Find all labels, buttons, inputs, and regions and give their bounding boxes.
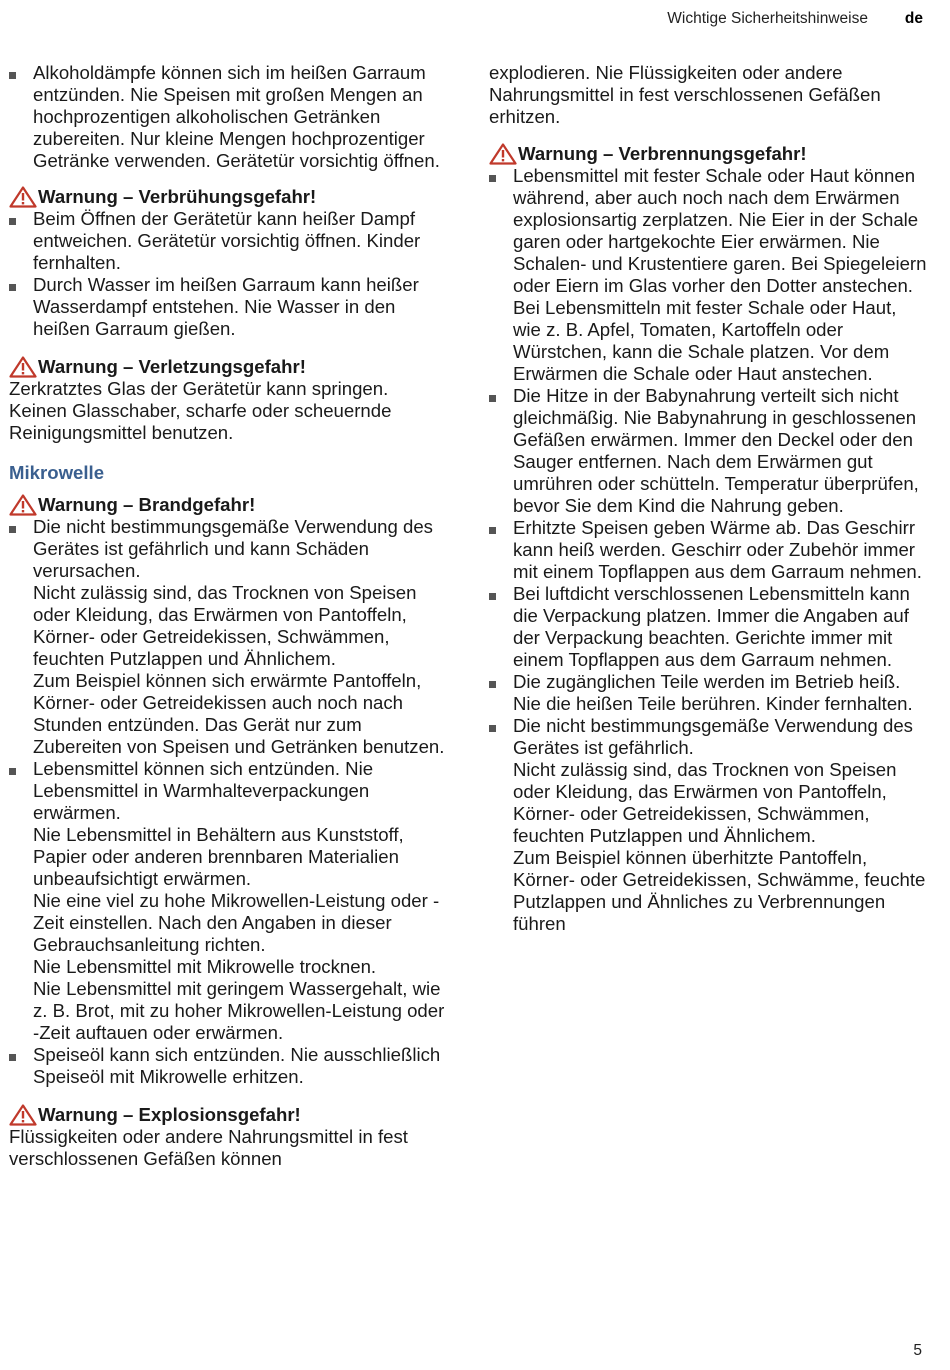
injury-text xyxy=(9,378,449,444)
bullet-text: Zum Beispiel können sich erwärmte Pantoffeln, Körner- oder Getreidekissen auch noch nach Stunden entzünden. Das Gerät nur zum Zubereiten von Speisen und Getränken benutzen. xyxy=(33,670,445,757)
paragraph: Zerkratztes Glas der Gerätetür kann springen. Keinen Glasschaber, scharfe oder scheuernde Reinigungsmittel benutzen. xyxy=(9,378,392,443)
warning-injury xyxy=(9,356,449,378)
warning-title: Warnung – Brandgefahr! xyxy=(38,494,256,515)
header-title: Wichtige Sicherheitshinweise xyxy=(667,10,868,27)
bullet-text: Nie Lebensmittel mit geringem Wassergehalt, wie z. B. Brot, mit zu hoher Mikrowellen-Leistung oder -Zeit auftauen oder erwärmen. xyxy=(33,978,445,1043)
bullet-text: Erhitzte Speisen geben Wärme ab. Das Geschirr kann heiß werden. Geschirr oder Zubehör immer mit einem Topflappen aus dem Garraum nehmen. xyxy=(513,517,922,582)
bullet-burn-4 xyxy=(489,583,929,671)
bullet-text: Nicht zulässig sind, das Trocknen von Speisen oder Kleidung, das Erwärmen von Pantoffeln, Körner- oder Getreidekissen, Schwämmen, feuchten Putzlappen und Ähnlichem. xyxy=(33,582,417,669)
warning-fire xyxy=(9,494,449,516)
bullet-text: Die zugänglichen Teile werden im Betrieb heiß. Nie die heißen Teile berühren. Kinder fernhalten. xyxy=(513,671,913,714)
paragraph: Flüssigkeiten oder andere Nahrungsmittel in fest verschlossenen Gefäßen können xyxy=(9,1126,408,1169)
bullet-burn-1 xyxy=(489,165,929,385)
bullet-text: Die nicht bestimmungsgemäße Verwendung des Gerätes ist gefährlich und kann Schäden verursachen. xyxy=(33,516,433,581)
bullet-burn-2 xyxy=(489,385,929,517)
explosion-text xyxy=(9,1126,449,1170)
bullet-text: Die Hitze in der Babynahrung verteilt sich nicht gleichmäßig. Nie Babynahrung in geschlossenen Gefäßen erwärmen. Immer den Deckel oder den Sauger entfernen. Nach dem Erwärmen gut umrühren oder schütteln. Temperatur überprüfen, bevor Sie dem Kind die Nahrung geben. xyxy=(513,385,919,516)
bullet-text: Speiseöl kann sich entzünden. Nie ausschließlich Speiseöl mit Mikrowelle erhitzen. xyxy=(33,1044,441,1087)
bullet-text: Nie Lebensmittel mit Mikrowelle trocknen. xyxy=(33,956,377,977)
warning-triangle-icon xyxy=(9,1104,37,1126)
bullet-burn-6 xyxy=(489,715,929,935)
warning-title: Warnung – Verletzungsgefahr! xyxy=(38,356,306,377)
bullet-text: Nie eine viel zu hohe Mikrowellen-Leistung oder -Zeit einstellen. Nach den Angaben in dieser Gebrauchsanleitung richten. xyxy=(33,890,440,955)
warning-triangle-icon xyxy=(489,143,517,165)
paragraph: explodieren. Nie Flüssigkeiten oder andere Nahrungsmittel in fest verschlossenen Gefäßen erhitzen. xyxy=(489,62,881,127)
bullet-text: Die nicht bestimmungsgemäße Verwendung des Gerätes ist gefährlich. xyxy=(513,715,913,758)
bullet-text: Nicht zulässig sind, das Trocknen von Speisen oder Kleidung, das Erwärmen von Pantoffeln, Körner- oder Getreidekissen, Schwämmen, feuchten Putzlappen und Ähnlichem. xyxy=(513,759,897,846)
bullet-text: Beim Öffnen der Gerätetür kann heißer Dampf entweichen. Gerätetür vorsichtig öffnen. Kinder fernhalten. xyxy=(33,208,421,273)
section-title-mikrowelle: Mikrowelle xyxy=(9,462,105,483)
warning-scald xyxy=(9,186,449,208)
warning-triangle-icon xyxy=(9,186,37,208)
bullet-text: Lebensmittel können sich entzünden. Nie Lebensmittel in Warmhalteverpackungen erwärmen. xyxy=(33,758,374,823)
bullet-text: Alkoholdämpfe können sich im heißen Garraum entzünden. Nie Speisen mit großen Mengen an hochprozentigen alkoholischen Getränken zubereiten. Nur kleine Mengen hochprozentiger Getränke verwenden. Gerätetür vorsichtig öffnen. xyxy=(33,62,440,171)
language-code: de xyxy=(904,10,923,27)
warning-triangle-icon xyxy=(9,494,37,516)
bullet-text: Zum Beispiel können überhitzte Pantoffeln, Körner- oder Getreidekissen, Schwämme, feuchte Putzlappen und Ähnliches zu Verbrennungen führen xyxy=(513,847,926,934)
right-column xyxy=(489,62,929,935)
bullet-text: Lebensmittel mit fester Schale oder Haut können während, aber auch noch nach dem Erwärmen explosionsartig zerplatzen. Nie Eier in der Schale garen oder hartgekochte Eier erwärmen. Nie Schalen- und Krustentiere garen. Bei Spiegeleiern oder Eiern im Glas vorher den Dotter anstechen. Bei Lebensmitteln mit fester Schale oder Haut, wie z. B. Apfel, Tomaten, Kartoffeln oder Würstchen, kann die Schale platzen. Vor dem Erwärmen die Schale oder Haut anstechen. xyxy=(513,165,927,384)
warning-title: Warnung – Verbrühungsgefahr! xyxy=(38,186,317,207)
bullet-burn-5 xyxy=(489,671,929,715)
bullet-fire-3 xyxy=(9,1044,449,1088)
warning-explosion xyxy=(9,1104,449,1126)
bullet-fire-2 xyxy=(9,758,449,1044)
warning-triangle-icon xyxy=(9,356,37,378)
warning-title: Warnung – Verbrennungsgefahr! xyxy=(518,143,807,164)
bullet-text: Bei luftdicht verschlossenen Lebensmitteln kann die Verpackung platzen. Immer die Angaben auf der Verpackung beachten. Gerichte immer mit einem Topflappen aus dem Garraum nehmen. xyxy=(513,583,910,670)
warning-title: Warnung – Explosionsgefahr! xyxy=(38,1104,301,1125)
left-column xyxy=(9,62,449,1170)
bullet-scald-2 xyxy=(9,274,449,340)
page-number: 5 xyxy=(913,1342,922,1359)
bullet-scald-1 xyxy=(9,208,449,274)
bullet-alcohol xyxy=(9,62,449,172)
explosion-continued xyxy=(489,62,929,128)
bullet-text: Durch Wasser im heißen Garraum kann heißer Wasserdampf entstehen. Nie Wasser in den heißen Garraum gießen. xyxy=(33,274,419,339)
bullet-text: Nie Lebensmittel in Behältern aus Kunststoff, Papier oder anderen brennbaren Materialien unbeaufsichtigt erwärmen. xyxy=(33,824,404,889)
bullet-fire-1 xyxy=(9,516,449,758)
bullet-burn-3 xyxy=(489,517,929,583)
warning-burn xyxy=(489,143,929,165)
